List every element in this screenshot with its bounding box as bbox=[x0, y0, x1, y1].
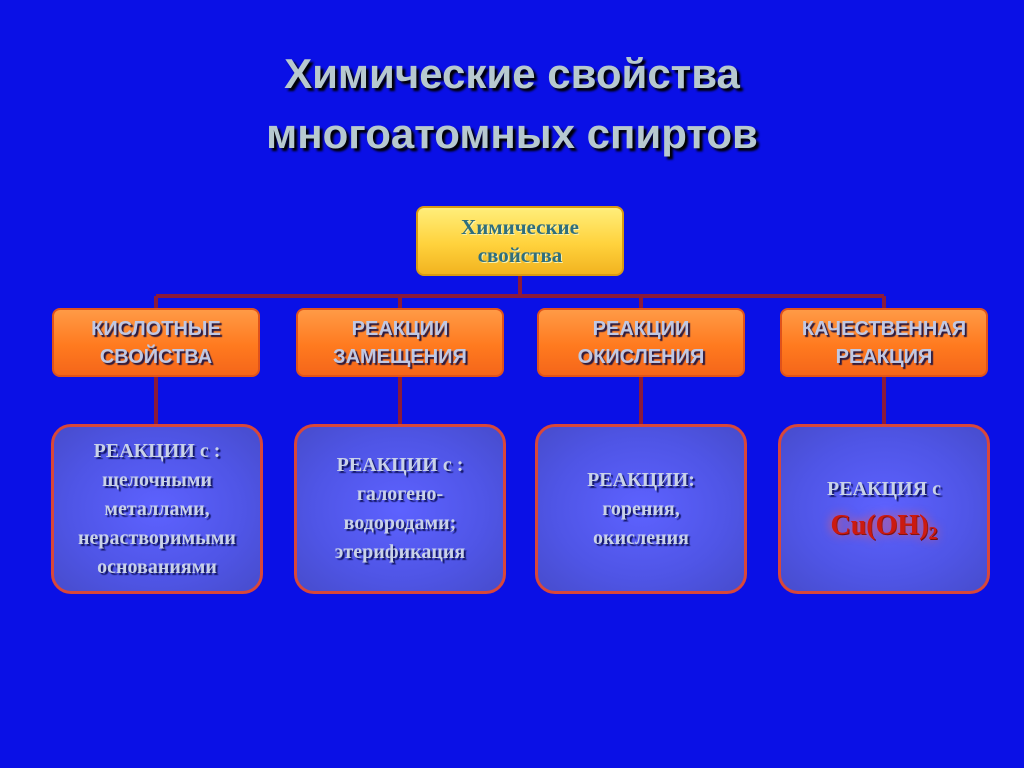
category-substitution-reactions bbox=[296, 308, 504, 377]
category-line-2: ЗАМЕЩЕНИЯ bbox=[333, 345, 467, 368]
category-line-2: РЕАКЦИЯ bbox=[835, 345, 933, 368]
copper-hydroxide-formula bbox=[831, 508, 938, 544]
category-acidic-properties bbox=[52, 308, 260, 377]
detail-oxidation-reactions bbox=[535, 424, 747, 594]
category-line-2: СВОЙСТВА bbox=[99, 345, 213, 368]
category-oxidation-reactions bbox=[537, 308, 745, 377]
formula-base: Cu(OH) bbox=[830, 509, 929, 541]
detail-substitution-reactions bbox=[294, 424, 506, 594]
detail-line: металлами, bbox=[104, 497, 210, 520]
root-line-1: Химические bbox=[461, 215, 579, 239]
detail-line: галогено- bbox=[356, 483, 444, 505]
detail-line: РЕАКЦИИ с : bbox=[336, 454, 464, 476]
detail-line: нерастворимыми bbox=[78, 526, 236, 549]
formula-subscript: 2 bbox=[928, 522, 938, 543]
detail-line: горения, bbox=[602, 497, 680, 520]
title-line-1: Химические свойства bbox=[284, 50, 740, 97]
detail-line: окисления bbox=[593, 526, 689, 549]
root-node bbox=[416, 206, 624, 276]
category-qualitative-reaction bbox=[780, 308, 988, 377]
category-line-1: КИСЛОТНЫЕ bbox=[91, 317, 221, 340]
detail-line: этерификация bbox=[334, 541, 466, 563]
title-line-2: многоатомных спиртов bbox=[266, 110, 758, 157]
detail-line: основаниями bbox=[97, 555, 217, 578]
detail-line: водородами; bbox=[343, 512, 457, 534]
category-line-2: ОКИСЛЕНИЯ bbox=[577, 345, 705, 368]
root-line-2: свойства bbox=[477, 243, 563, 267]
category-line-1: РЕАКЦИИ bbox=[351, 317, 449, 340]
detail-qualitative-reaction bbox=[778, 424, 990, 594]
category-line-1: КАЧЕСТВЕННАЯ bbox=[801, 317, 967, 340]
detail-line: РЕАКЦИИ с : bbox=[93, 439, 221, 462]
detail-line: щелочными bbox=[101, 468, 213, 491]
detail-acidic-reactions bbox=[51, 424, 263, 594]
category-line-1: РЕАКЦИИ bbox=[592, 317, 690, 340]
detail-line: РЕАКЦИЯ с bbox=[827, 477, 941, 500]
detail-line: РЕАКЦИИ: bbox=[587, 468, 695, 491]
